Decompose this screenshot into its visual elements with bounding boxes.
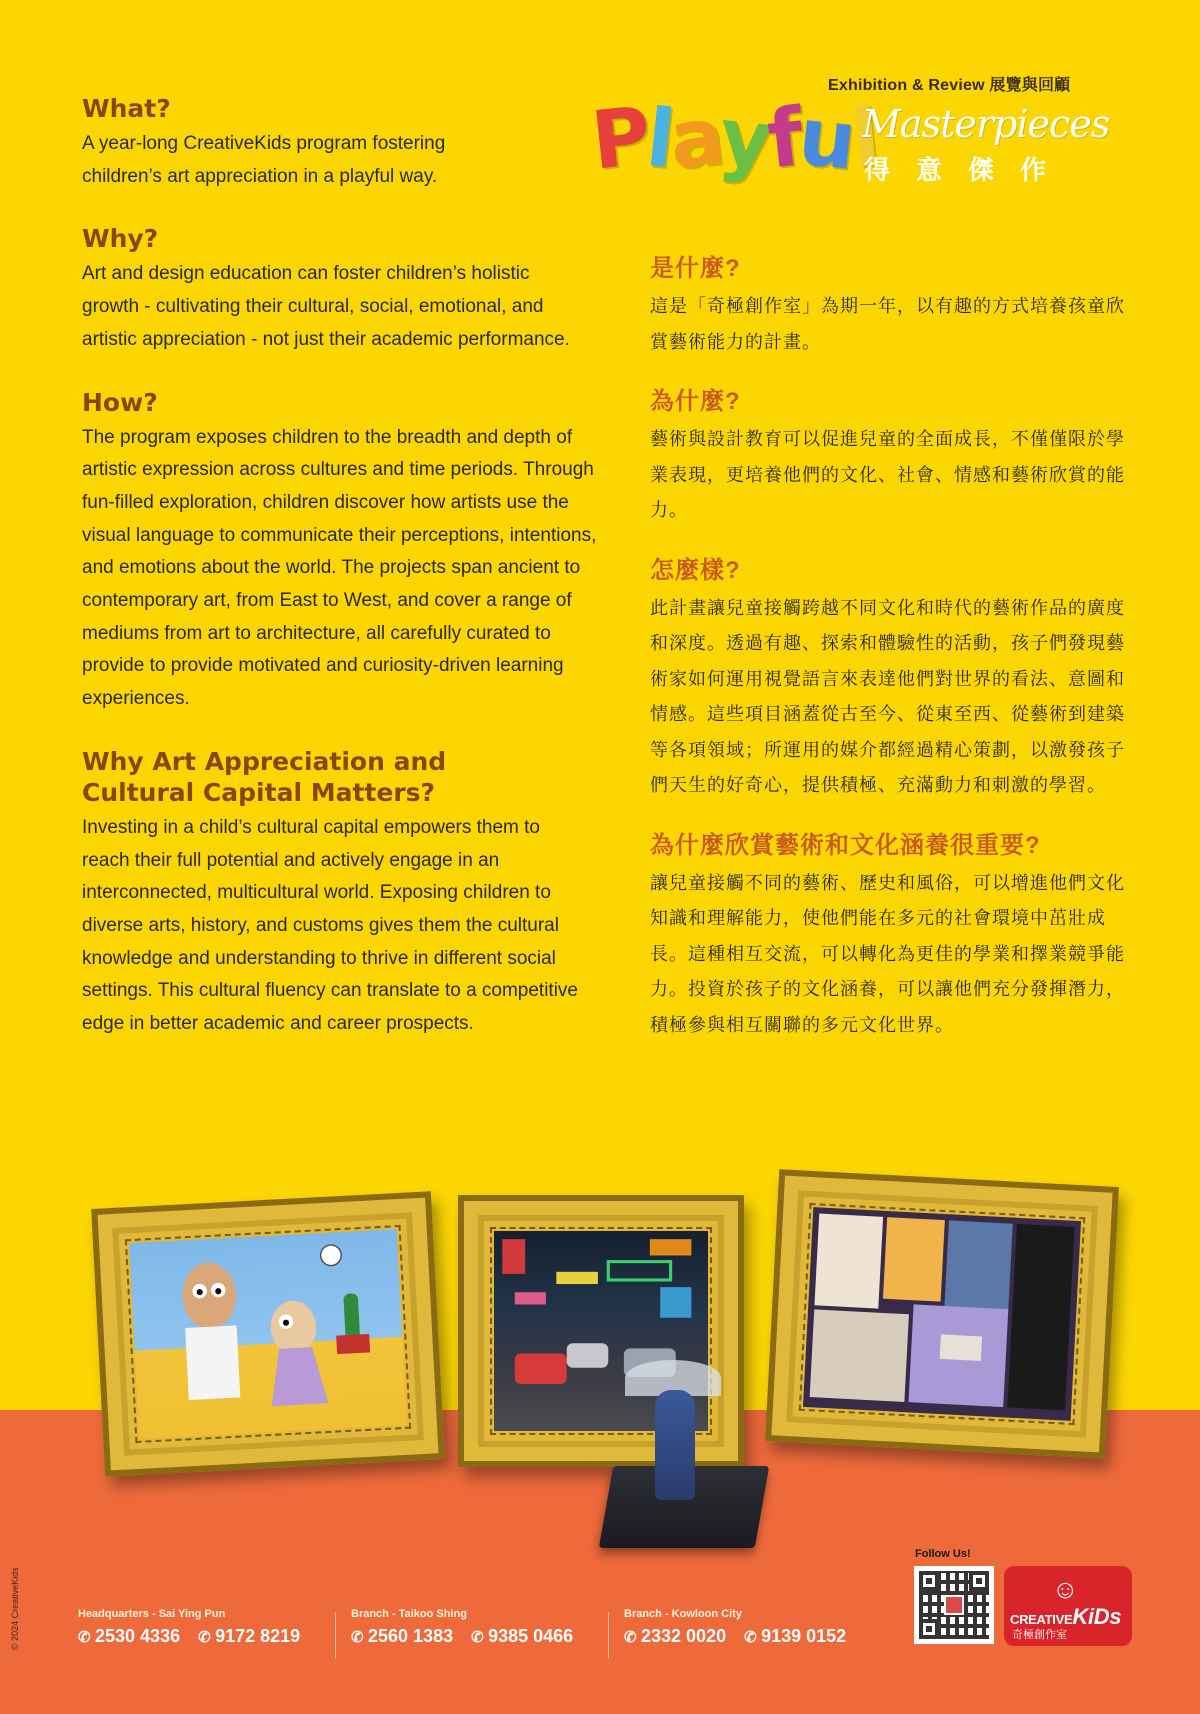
en-matters-section [82,746,602,1041]
phone-number[interactable]: 2530 4336 [95,1626,181,1646]
whatsapp-icon: ✆ [198,1629,211,1646]
logo-chinese-title: 得意傑作 [864,156,1073,186]
logo-letter: l [641,91,675,186]
artwork-frame-city-street [458,1195,744,1467]
cn-why-section [650,386,1130,529]
logo-playful-word [587,89,881,188]
tools-sketch-illustration [803,1207,1081,1421]
artwork-frame-collage [91,1191,445,1476]
artwork-sketch-collage-image [803,1207,1081,1421]
cn-how-heading: 怎麼樣? [650,556,741,584]
phone-icon: ✆ [624,1629,637,1646]
footer-divider [335,1612,336,1658]
branch-sai-ying-pun [78,1608,300,1647]
branch-title: Branch - Kowloon City [624,1608,742,1620]
collage-figures-illustration [129,1229,407,1439]
en-matters-body: Investing in a child’s cultural capital empowers them to reach their full potential and actively engage in an interconnected, multicultural world. Exposing children to diverse arts, history, and customs gives them the cultural knowledge and understanding to thrive in different social settings. This cultural fluency can translate to a competitive edge in better academic and career prospects. [82,816,579,1035]
cn-matters-body: 讓兒童接觸不同的藝術、歷史和風俗，可以增進他們文化知識和理解能力，使他們能在多元的社會環境中茁壯成長。這種相互交流，可以轉化為更佳的學業和擇業競爭能力。投資於孩子的文化涵養，可以讓他們充分發揮潛力，積極參與相互關聯的多元文化世界。 [650,872,1125,1035]
branch-kowloon-city [624,1608,846,1647]
kid-face-icon: ☺ [1052,1574,1079,1604]
whatsapp-number[interactable]: 9172 8219 [215,1626,301,1646]
branch-taikoo-shing [351,1608,573,1647]
cn-what-heading: 是什麼? [650,255,741,282]
en-why-heading: Why? [82,224,159,254]
whatsapp-number[interactable]: 9385 0466 [488,1626,574,1646]
creativekids-logo [1004,1566,1132,1646]
en-how-heading: How? [82,387,158,417]
en-how-section [82,387,602,716]
footer-divider [608,1612,609,1658]
qr-code[interactable] [914,1566,994,1644]
brand-creative: CREATIVE [1010,1612,1073,1627]
en-why-section [82,223,602,356]
en-what-body: A year-long CreativeKids program fostering children’s art appreciation in a playful way. [82,133,446,187]
whatsapp-icon: ✆ [471,1629,484,1646]
phone-icon: ✆ [78,1629,91,1646]
phone-number[interactable]: 2332 0020 [641,1626,727,1646]
branch-title: Branch - Taikoo Shing [351,1608,467,1620]
logo-masterpieces-word: Masterpieces [862,102,1110,146]
copyright-text: © 2024 CreativeKids [10,1567,20,1650]
en-matters-heading: Why Art Appreciation and Cultural Capital Matters? [82,746,447,807]
english-column [82,93,602,1071]
logo-letter: P [587,89,652,188]
artwork-frame-sketch-collage [765,1169,1119,1458]
logo-letter: u [794,89,857,188]
chinese-column [650,253,1130,1069]
branch-title: Headquarters - Sai Ying Pun [78,1608,226,1620]
logo-letter: f [763,90,804,187]
playful-masterpieces-logo [587,89,1132,202]
logo-letter: l [847,91,881,186]
phone-number[interactable]: 2560 1383 [368,1626,454,1646]
cn-why-body: 藝術與設計教育可以促進兒童的全面成長，不僅僅限於學業表現，更培養他們的文化、社會、情感和藝術欣賞的能力。 [650,429,1125,520]
follow-us-label: Follow Us! [915,1548,971,1560]
logo-letter: a [665,89,725,188]
exhibition-tag: Exhibition & Review 展覽與回顧 [828,77,1071,94]
whatsapp-icon: ✆ [744,1629,757,1646]
brand-chinese: 奇極創作室 [1012,1629,1067,1641]
en-how-body: The program exposes children to the breadth and depth of artistic expression across cultures and time periods. Through fun-filled exploration, children discover how artists use the visual language to communicate their perceptions, intentions, and emotions about the world. The projects span ancient to contemporary art, from East to West, and cover a range of mediums from art to architecture, all carefully curated to provide to provide motivated and curiosity-driven learning experiences. [82,426,597,710]
cn-how-section [650,555,1130,804]
en-what-section [82,93,602,193]
artwork-collage-image [129,1229,407,1439]
whatsapp-number[interactable]: 9139 0152 [761,1626,847,1646]
phone-icon: ✆ [351,1629,364,1646]
cn-matters-heading: 為什麼欣賞藝術和文化涵養很重要? [650,831,1041,859]
cn-what-body: 這是「奇極創作室」為期一年，以有趣的方式培養孩童欣賞藝術能力的計畫。 [650,296,1125,352]
cn-what-section [650,253,1130,360]
sculpture-figure [655,1390,695,1500]
logo-letter: y [715,89,773,188]
cn-how-body: 此計畫讓兒童接觸跨越不同文化和時代的藝術作品的廣度和深度。透過有趣、探索和體驗性的活動，孩子們發現藝術家如何運用視覺語言來表達他們對世界的看法、意圖和情感。這些項目涵蓋從古至今、從東至西、從藝術到建築等各項領域；所運用的媒介都經過精心策劃，以激發孩子們天生的好奇心，提供積極、充滿動力和刺激的學習。 [650,597,1125,795]
brand-kids: KiDs [1072,1604,1122,1629]
cn-matters-section [650,830,1130,1044]
cn-why-heading: 為什麼? [650,388,741,415]
en-why-body: Art and design education can foster children’s holistic growth - cultivating their cultural, social, emotional, and artistic appreciation - not just their academic performance. [82,263,570,350]
en-what-heading: What? [82,94,171,123]
